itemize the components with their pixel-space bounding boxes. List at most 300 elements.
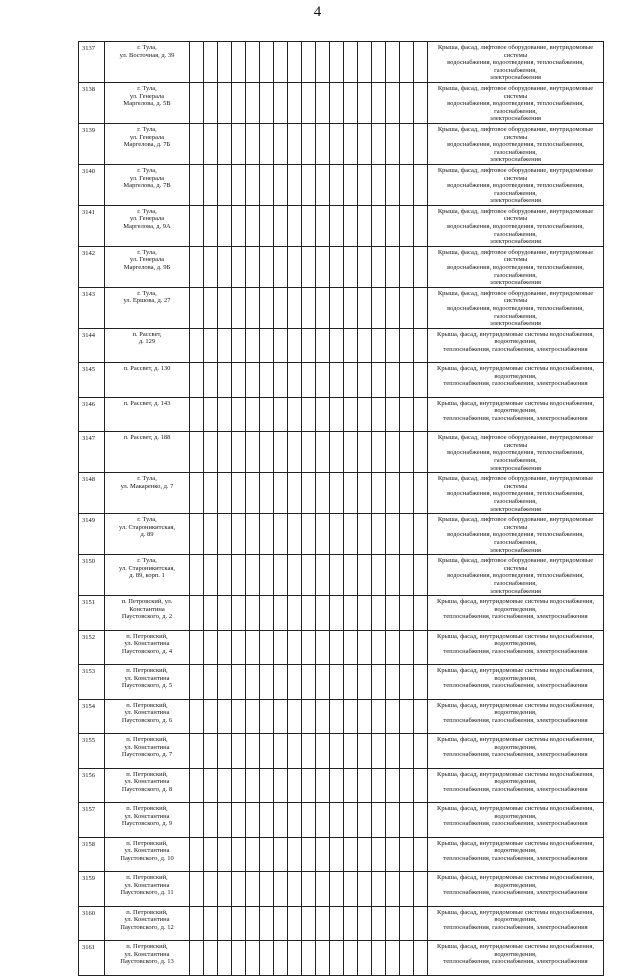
- empty-cell: [372, 473, 386, 514]
- empty-cell: [288, 246, 302, 287]
- empty-cell: [330, 246, 344, 287]
- empty-cell: [400, 803, 414, 838]
- empty-cell: [316, 699, 330, 734]
- empty-cell: [218, 42, 232, 83]
- empty-cell: [330, 555, 344, 596]
- empty-cell: [400, 514, 414, 555]
- empty-cell: [246, 630, 260, 665]
- empty-cell: [274, 42, 288, 83]
- empty-cell: [414, 803, 428, 838]
- empty-cell: [372, 699, 386, 734]
- address-cell: [105, 665, 190, 700]
- empty-cell: [204, 82, 218, 123]
- empty-cell: [344, 803, 358, 838]
- row-number: 3158: [79, 837, 105, 872]
- empty-cell: [316, 803, 330, 838]
- empty-cell: [218, 630, 232, 665]
- empty-cell: [344, 514, 358, 555]
- empty-cell: [190, 397, 204, 432]
- row-number: 3147: [79, 432, 105, 473]
- empty-cell: [316, 432, 330, 473]
- works-line: Крыша, фасад, внутридомовые системы водоснабжения, водоотведения,: [437, 805, 594, 820]
- table-row: [79, 699, 604, 734]
- empty-cell: [344, 596, 358, 631]
- empty-cell: [344, 665, 358, 700]
- empty-cell: [414, 287, 428, 328]
- empty-cell: [400, 906, 414, 941]
- works-cell: [428, 596, 604, 631]
- empty-cell: [414, 872, 428, 907]
- empty-cell: [386, 123, 400, 164]
- empty-cell: [260, 473, 274, 514]
- empty-cell: [358, 473, 372, 514]
- empty-cell: [190, 42, 204, 83]
- table-row: [79, 803, 604, 838]
- empty-cell: [344, 205, 358, 246]
- empty-cell: [288, 473, 302, 514]
- empty-cell: [246, 246, 260, 287]
- empty-cell: [386, 473, 400, 514]
- empty-cell: [358, 328, 372, 363]
- works-line: теплоснабжения, газоснабжения, электроснабжения: [443, 854, 588, 862]
- empty-cell: [330, 397, 344, 432]
- empty-cell: [274, 768, 288, 803]
- empty-cell: [260, 328, 274, 363]
- table-row: [79, 630, 604, 665]
- empty-cell: [260, 514, 274, 555]
- address-line: Паустовского, д. 8: [121, 785, 173, 793]
- works-line: теплоснабжения, газоснабжения, электроснабжения: [443, 613, 588, 621]
- empty-cell: [232, 768, 246, 803]
- empty-cell: [344, 872, 358, 907]
- empty-cell: [204, 42, 218, 83]
- works-line: электроснабжения: [489, 156, 542, 164]
- address-line: Паустовского, д. 13: [120, 958, 174, 966]
- works-line: электроснабжения: [489, 238, 542, 246]
- empty-cell: [344, 164, 358, 205]
- empty-cell: [344, 397, 358, 432]
- table-row: [79, 328, 604, 363]
- empty-cell: [190, 630, 204, 665]
- address-cell: [105, 699, 190, 734]
- empty-cell: [274, 596, 288, 631]
- empty-cell: [190, 555, 204, 596]
- empty-cell: [386, 164, 400, 205]
- empty-cell: [190, 906, 204, 941]
- address-line: п. Петровский,: [126, 908, 168, 916]
- works-line: теплоснабжения, газоснабжения, электроснабжения: [443, 820, 588, 828]
- address-cell: [105, 363, 190, 398]
- works-line: водоснабжения, водоотведения, теплоснабжения, газоснабжения,: [447, 223, 584, 238]
- empty-cell: [400, 837, 414, 872]
- empty-cell: [358, 872, 372, 907]
- empty-cell: [232, 906, 246, 941]
- empty-cell: [232, 699, 246, 734]
- row-number: 3140: [79, 164, 105, 205]
- empty-cell: [204, 768, 218, 803]
- empty-cell: [204, 630, 218, 665]
- empty-cell: [274, 432, 288, 473]
- empty-cell: [246, 596, 260, 631]
- empty-cell: [288, 665, 302, 700]
- works-cell: [428, 734, 604, 769]
- address-line: п. Петровский,: [126, 805, 168, 813]
- empty-cell: [316, 363, 330, 398]
- empty-cell: [358, 123, 372, 164]
- empty-cell: [386, 42, 400, 83]
- empty-cell: [386, 328, 400, 363]
- works-line: электроснабжения: [489, 115, 542, 123]
- empty-cell: [218, 596, 232, 631]
- works-line: водоснабжения, водоотведения, теплоснабжения, газоснабжения,: [447, 264, 584, 279]
- empty-cell: [232, 596, 246, 631]
- address-cell: [105, 630, 190, 665]
- empty-cell: [330, 205, 344, 246]
- empty-cell: [190, 164, 204, 205]
- address-cell: [105, 164, 190, 205]
- address-cell: [105, 123, 190, 164]
- works-line: водоснабжения, водоотведения, теплоснабжения, газоснабжения,: [447, 572, 584, 587]
- empty-cell: [204, 123, 218, 164]
- empty-cell: [274, 164, 288, 205]
- works-cell: [428, 287, 604, 328]
- works-cell: [428, 768, 604, 803]
- empty-cell: [316, 734, 330, 769]
- works-line: Крыша, фасад, внутридомовые системы водоснабжения, водоотведения,: [437, 874, 594, 889]
- empty-cell: [400, 123, 414, 164]
- empty-cell: [302, 734, 316, 769]
- empty-cell: [260, 287, 274, 328]
- empty-cell: [372, 630, 386, 665]
- empty-cell: [260, 164, 274, 205]
- empty-cell: [260, 123, 274, 164]
- empty-cell: [260, 555, 274, 596]
- empty-cell: [246, 363, 260, 398]
- address-line: п. Рассвет, д. 130: [123, 365, 171, 373]
- empty-cell: [232, 941, 246, 976]
- empty-cell: [330, 630, 344, 665]
- works-line: Крыша, фасад, внутридомовые системы водоснабжения, водоотведения,: [437, 632, 594, 648]
- empty-cell: [274, 82, 288, 123]
- empty-cell: [260, 768, 274, 803]
- row-number: 3161: [79, 941, 105, 976]
- empty-cell: [358, 630, 372, 665]
- empty-cell: [246, 328, 260, 363]
- works-line: электроснабжения: [489, 320, 542, 328]
- empty-cell: [288, 768, 302, 803]
- address-line: Константина: [129, 605, 165, 613]
- empty-cell: [274, 837, 288, 872]
- empty-cell: [386, 397, 400, 432]
- empty-cell: [190, 941, 204, 976]
- empty-cell: [386, 803, 400, 838]
- empty-cell: [260, 803, 274, 838]
- table-row: [79, 872, 604, 907]
- empty-cell: [274, 803, 288, 838]
- works-cell: [428, 803, 604, 838]
- works-line: теплоснабжения, газоснабжения, электроснабжения: [443, 380, 588, 388]
- table-row: [79, 665, 604, 700]
- works-line: Крыша, фасад, внутридомовые системы водоснабжения, водоотведения,: [437, 770, 594, 786]
- empty-cell: [344, 941, 358, 976]
- empty-cell: [288, 941, 302, 976]
- empty-cell: [386, 941, 400, 976]
- empty-cell: [274, 665, 288, 700]
- empty-cell: [190, 596, 204, 631]
- empty-cell: [288, 555, 302, 596]
- empty-cell: [190, 432, 204, 473]
- empty-cell: [386, 872, 400, 907]
- empty-cell: [246, 205, 260, 246]
- address-line: Маргелова, д. 7Б: [123, 141, 171, 149]
- empty-cell: [344, 837, 358, 872]
- empty-cell: [372, 837, 386, 872]
- works-line: теплоснабжения, газоснабжения, электроснабжения: [443, 345, 588, 353]
- empty-cell: [344, 328, 358, 363]
- empty-cell: [218, 514, 232, 555]
- table-row: [79, 82, 604, 123]
- empty-cell: [204, 555, 218, 596]
- empty-cell: [302, 42, 316, 83]
- address-line: ул. Константина: [124, 778, 170, 786]
- empty-cell: [316, 287, 330, 328]
- empty-cell: [190, 514, 204, 555]
- page-number: 4: [313, 4, 322, 20]
- empty-cell: [246, 514, 260, 555]
- empty-cell: [232, 328, 246, 363]
- empty-cell: [372, 82, 386, 123]
- address-line: п. Петровский, ул.: [121, 598, 173, 606]
- empty-cell: [302, 164, 316, 205]
- address-line: г. Тула,: [137, 557, 157, 565]
- address-line: п. Петровский,: [126, 770, 168, 778]
- empty-cell: [232, 164, 246, 205]
- empty-cell: [232, 42, 246, 83]
- empty-cell: [274, 514, 288, 555]
- empty-cell: [316, 514, 330, 555]
- empty-cell: [302, 555, 316, 596]
- address-line: ул. Константина: [124, 950, 170, 958]
- empty-cell: [246, 872, 260, 907]
- empty-cell: [232, 123, 246, 164]
- works-cell: [428, 906, 604, 941]
- row-number: 3151: [79, 596, 105, 631]
- empty-cell: [400, 768, 414, 803]
- empty-cell: [386, 555, 400, 596]
- empty-cell: [246, 82, 260, 123]
- empty-cell: [316, 837, 330, 872]
- works-cell: [428, 42, 604, 83]
- works-cell: [428, 123, 604, 164]
- empty-cell: [330, 803, 344, 838]
- empty-cell: [302, 699, 316, 734]
- empty-cell: [386, 665, 400, 700]
- empty-cell: [372, 941, 386, 976]
- empty-cell: [218, 123, 232, 164]
- empty-cell: [344, 246, 358, 287]
- works-cell: [428, 363, 604, 398]
- works-line: Крыша, фасад, внутридомовые системы водоснабжения, водоотведения,: [437, 701, 594, 717]
- row-number: 3141: [79, 205, 105, 246]
- works-line: Крыша, фасад, внутридомовые системы водоснабжения, водоотведения,: [437, 667, 594, 682]
- works-line: электроснабжения: [489, 505, 542, 513]
- empty-cell: [204, 906, 218, 941]
- works-cell: [428, 630, 604, 665]
- empty-cell: [190, 699, 204, 734]
- empty-cell: [302, 205, 316, 246]
- empty-cell: [400, 246, 414, 287]
- empty-cell: [400, 363, 414, 398]
- empty-cell: [372, 205, 386, 246]
- empty-cell: [190, 473, 204, 514]
- address-line: д. 89, корп. 1: [129, 572, 165, 580]
- empty-cell: [358, 665, 372, 700]
- address-line: п. Рассвет,: [132, 330, 162, 338]
- empty-cell: [190, 82, 204, 123]
- empty-cell: [288, 164, 302, 205]
- empty-cell: [316, 164, 330, 205]
- address-line: г. Тула,: [137, 44, 157, 51]
- empty-cell: [344, 555, 358, 596]
- works-line: электроснабжения: [489, 546, 542, 554]
- empty-cell: [260, 82, 274, 123]
- empty-cell: [288, 906, 302, 941]
- empty-cell: [358, 287, 372, 328]
- empty-cell: [288, 363, 302, 398]
- empty-cell: [372, 555, 386, 596]
- empty-cell: [232, 397, 246, 432]
- address-line: ул. Генерала: [129, 256, 165, 264]
- empty-cell: [302, 432, 316, 473]
- empty-cell: [218, 803, 232, 838]
- empty-cell: [218, 837, 232, 872]
- empty-cell: [358, 42, 372, 83]
- empty-cell: [190, 872, 204, 907]
- empty-cell: [330, 699, 344, 734]
- empty-cell: [288, 734, 302, 769]
- address-cell: [105, 205, 190, 246]
- empty-cell: [302, 287, 316, 328]
- empty-cell: [288, 596, 302, 631]
- empty-cell: [190, 768, 204, 803]
- empty-cell: [414, 555, 428, 596]
- empty-cell: [372, 665, 386, 700]
- empty-cell: [372, 164, 386, 205]
- empty-cell: [274, 397, 288, 432]
- address-line: ул. Староникитская,: [119, 523, 175, 531]
- empty-cell: [302, 941, 316, 976]
- empty-cell: [372, 872, 386, 907]
- empty-cell: [190, 837, 204, 872]
- empty-cell: [330, 82, 344, 123]
- empty-cell: [274, 363, 288, 398]
- empty-cell: [246, 665, 260, 700]
- row-number: 3152: [79, 630, 105, 665]
- works-line: Крыша, фасад, внутридомовые системы водоснабжения, водоотведения,: [437, 365, 594, 380]
- empty-cell: [204, 734, 218, 769]
- empty-cell: [232, 734, 246, 769]
- empty-cell: [358, 734, 372, 769]
- row-number: 3149: [79, 514, 105, 555]
- empty-cell: [218, 397, 232, 432]
- empty-cell: [302, 596, 316, 631]
- address-cell: [105, 246, 190, 287]
- table-row: [79, 42, 604, 83]
- row-number: 3153: [79, 665, 105, 700]
- empty-cell: [316, 123, 330, 164]
- address-line: ул. Генерала: [129, 133, 165, 141]
- address-line: ул. Генерала: [129, 215, 165, 223]
- empty-cell: [372, 246, 386, 287]
- empty-cell: [190, 123, 204, 164]
- empty-cell: [274, 205, 288, 246]
- address-line: Маргелова, д. 9Б: [123, 264, 171, 272]
- address-line: г. Тула,: [137, 475, 157, 483]
- empty-cell: [414, 630, 428, 665]
- works-cell: [428, 665, 604, 700]
- empty-cell: [386, 837, 400, 872]
- empty-cell: [218, 734, 232, 769]
- empty-cell: [204, 473, 218, 514]
- address-line: п. Петровский,: [126, 667, 168, 675]
- empty-cell: [302, 630, 316, 665]
- address-line: г. Тула,: [137, 289, 157, 297]
- table-row: [79, 246, 604, 287]
- empty-cell: [358, 246, 372, 287]
- empty-cell: [274, 906, 288, 941]
- address-line: Паустовского, д. 9: [121, 820, 173, 828]
- empty-cell: [302, 837, 316, 872]
- works-line: водоснабжения, водоотведения, теплоснабжения, газоснабжения,: [447, 305, 584, 320]
- address-cell: [105, 514, 190, 555]
- empty-cell: [204, 397, 218, 432]
- empty-cell: [302, 803, 316, 838]
- empty-cell: [414, 397, 428, 432]
- empty-cell: [414, 123, 428, 164]
- empty-cell: [330, 363, 344, 398]
- empty-cell: [274, 123, 288, 164]
- works-line: Крыша, фасад, внутридомовые системы водоснабжения, водоотведения,: [437, 839, 594, 855]
- empty-cell: [414, 205, 428, 246]
- works-line: теплоснабжения, газоснабжения, электроснабжения: [443, 889, 588, 897]
- works-line: электроснабжения: [489, 74, 542, 82]
- address-cell: [105, 596, 190, 631]
- empty-cell: [274, 555, 288, 596]
- empty-cell: [358, 596, 372, 631]
- empty-cell: [400, 665, 414, 700]
- empty-cell: [316, 246, 330, 287]
- empty-cell: [330, 941, 344, 976]
- works-cell: [428, 872, 604, 907]
- works-line: Крыша, фасад, лифтовое оборудование, внутридомовые системы: [437, 557, 594, 572]
- empty-cell: [344, 123, 358, 164]
- empty-cell: [414, 514, 428, 555]
- empty-cell: [204, 665, 218, 700]
- address-line: ул. Константина: [124, 812, 170, 820]
- empty-cell: [260, 596, 274, 631]
- empty-cell: [190, 246, 204, 287]
- empty-cell: [190, 205, 204, 246]
- empty-cell: [204, 941, 218, 976]
- empty-cell: [218, 246, 232, 287]
- empty-cell: [330, 872, 344, 907]
- empty-cell: [316, 872, 330, 907]
- empty-cell: [232, 473, 246, 514]
- empty-cell: [288, 872, 302, 907]
- address-line: Маргелова, д. 7В: [123, 182, 171, 190]
- empty-cell: [330, 328, 344, 363]
- address-line: ул. Константина: [124, 743, 170, 751]
